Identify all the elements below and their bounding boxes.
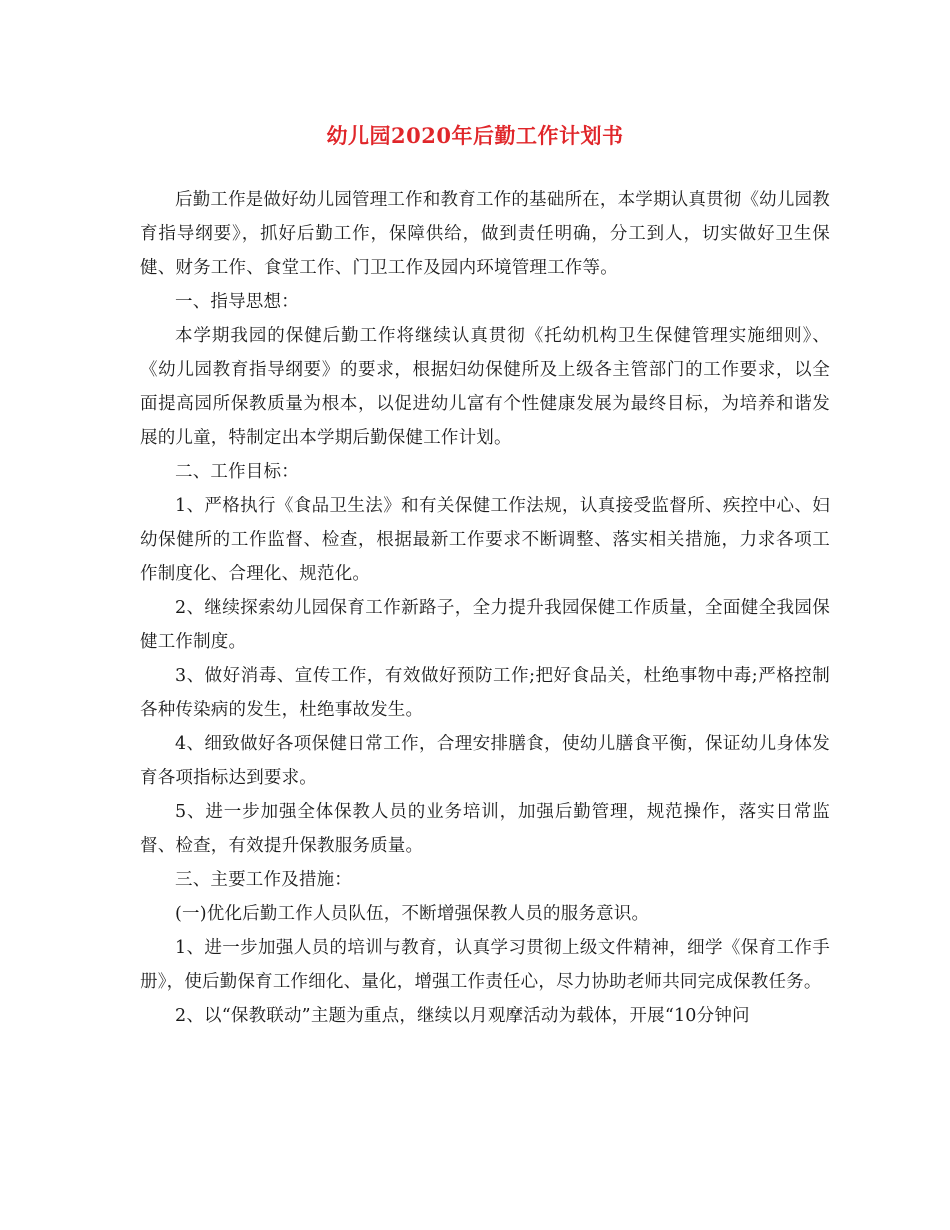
document-body <box>140 183 830 1033</box>
paragraph-guiding-thought: 本学期我园的保健后勤工作将继续认真贯彻《托幼机构卫生保健管理实施细则》、《幼儿园教育指导纲要》的要求，根据妇幼保健所及上级各主管部门的工作要求，以全面提高园所保教质量为根本，以促进幼儿富有个性健康发展为最终目标，为培养和谐发展的儿童，特制定出本学期后勤保健工作计划。 <box>140 326 830 448</box>
paragraph-intro: 后勤工作是做好幼儿园管理工作和教育工作的基础所在，本学期认真贯彻《幼儿园教育指导纲要》，抓好后勤工作，保障供给，做到责任明确，分工到人，切实做好卫生保健、财务工作、食堂工作、门卫工作及园内环境管理工作等。 <box>140 190 830 278</box>
paragraph-goal-2: 2、继续探索幼儿园保育工作新路子，全力提升我园保健工作质量，全面健全我园保健工作制度。 <box>140 598 830 652</box>
paragraph-goal-5: 5、进一步加强全体保教人员的业务培训，加强后勤管理，规范操作，落实日常监督、检查，有效提升保教服务质量。 <box>140 802 830 856</box>
heading-work-goals: 二、工作目标： <box>175 462 299 482</box>
subheading-measure-1: (一)优化后勤工作人员队伍，不断增强保教人员的服务意识。 <box>175 904 650 924</box>
paragraph-measure-1-2: 2、以“保教联动”主题为重点，继续以月观摩活动为载体，开展“10分钟问 <box>175 1006 750 1026</box>
paragraph-goal-1: 1、严格执行《食品卫生法》和有关保健工作法规，认真接受监督所、疾控中心、妇幼保健所的工作监督、检查，根据最新工作要求不断调整、落实相关措施，力求各项工作制度化、合理化、规范化。 <box>140 496 830 584</box>
paragraph-goal-3: 3、做好消毒、宣传工作，有效做好预防工作;把好食品关，杜绝事物中毒;严格控制各种传染病的发生，杜绝事故发生。 <box>140 666 830 720</box>
heading-guiding-thought: 一、指导思想： <box>175 292 299 312</box>
heading-main-measures: 三、主要工作及措施： <box>175 870 352 890</box>
paragraph-goal-4: 4、细致做好各项保健日常工作，合理安排膳食，使幼儿膳食平衡，保证幼儿身体发育各项指标达到要求。 <box>140 734 830 788</box>
paragraph-measure-1-1: 1、进一步加强人员的培训与教育，认真学习贯彻上级文件精神，细学《保育工作手册》，使后勤保育工作细化、量化，增强工作责任心，尽力协助老师共同完成保教任务。 <box>140 938 830 992</box>
document-title: 幼儿园2020年后勤工作计划书 <box>326 123 624 148</box>
